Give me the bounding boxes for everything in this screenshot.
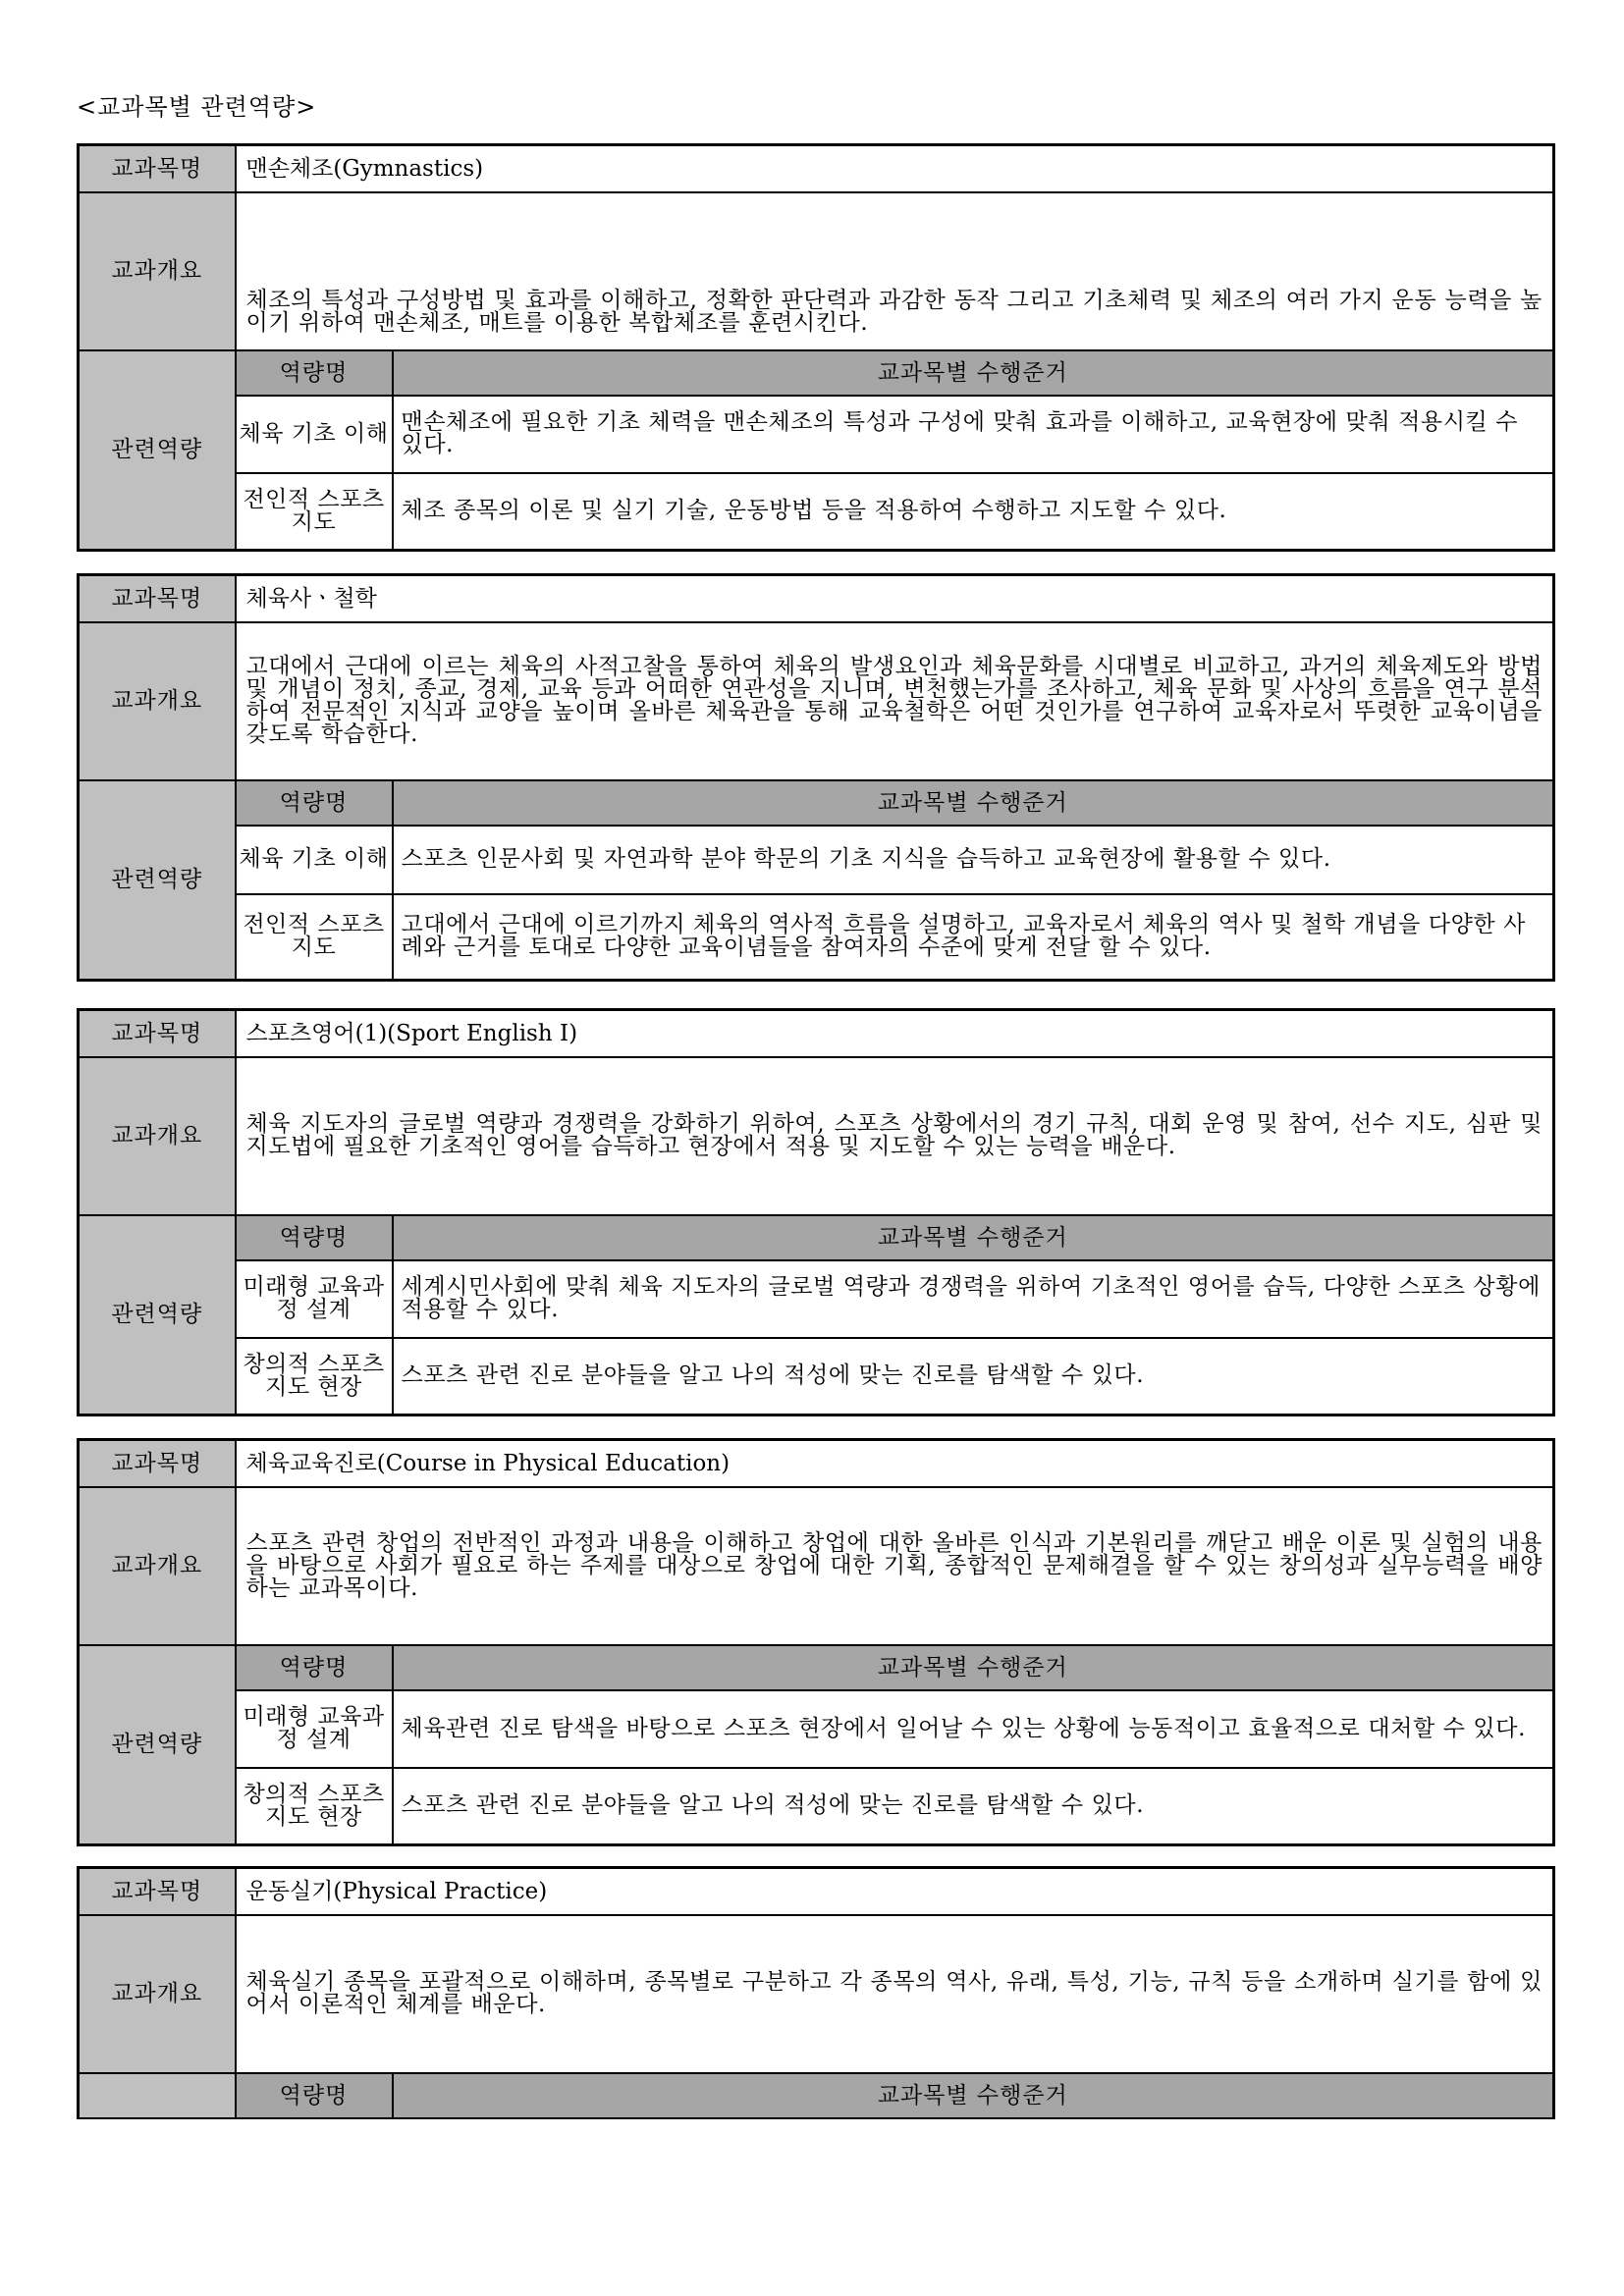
- overview-label: 교과개요: [79, 622, 236, 780]
- competency-name: 창의적 스포츠지도 현장: [236, 1338, 393, 1415]
- competency-name: 전인적 스포츠 지도: [236, 894, 393, 981]
- course-overview: 고대에서 근대에 이르는 체육의 사적고찰을 통하여 체육의 발생요인과 체육문화를 시대별로 비교하고, 과거의 체육제도와 방법 및 개념이 정치, 종교, 경제, 교육 등과 어떠한 연관성을 지니며, 변천했는가를 조사하고, 체육 문화 및 사상의 흐름을 연구 분석하여 전문적인 지식과 교양을 높이며 올바른 체육관을 통해 교육철학은 어떤 것인가를 연구하여 교육자로서 뚜렷한 교육이념을 갖도록 학습한다.: [236, 622, 1554, 780]
- competency-name: 창의적 스포츠지도 현장: [236, 1768, 393, 1845]
- criteria-header: 교과목별 수행준거: [393, 1645, 1554, 1690]
- course-table: [77, 1008, 1555, 1416]
- competency-name: 미래형 교육과정 설계: [236, 1260, 393, 1338]
- competency-criteria: 스포츠 관련 진로 분야들을 알고 나의 적성에 맞는 진로를 탐색할 수 있다.: [393, 1338, 1554, 1415]
- competency-criteria: 고대에서 근대에 이르기까지 체육의 역사적 흐름을 설명하고, 교육자로서 체육의 역사 및 철학 개념을 다양한 사례와 근거를 토대로 다양한 교육이념들을 참여자의 수준에 맞게 전달 할 수 있다.: [393, 894, 1554, 981]
- course-table: [77, 1866, 1555, 2119]
- course-name: 체육사ㆍ철학: [236, 575, 1554, 622]
- course-table: [77, 573, 1555, 982]
- competency-name: 체육 기초 이해: [236, 396, 393, 473]
- competency-criteria: 세계시민사회에 맞춰 체육 지도자의 글로벌 역량과 경쟁력을 위하여 기초적인 영어를 습득, 다양한 스포츠 상황에 적용할 수 있다.: [393, 1260, 1554, 1338]
- competency-name-header: 역량명: [236, 2073, 393, 2118]
- course-name: 체육교육진로(Course in Physical Education): [236, 1440, 1554, 1487]
- overview-label: 교과개요: [79, 1915, 236, 2073]
- competency-criteria: 스포츠 관련 진로 분야들을 알고 나의 적성에 맞는 진로를 탐색할 수 있다.: [393, 1768, 1554, 1845]
- overview-label: 교과개요: [79, 1057, 236, 1215]
- course-name: 맨손체조(Gymnastics): [236, 145, 1554, 192]
- competency-label: 관련역량: [79, 350, 236, 551]
- competency-label-continued: [79, 2073, 236, 2118]
- course-overview: 체육 지도자의 글로벌 역량과 경쟁력을 강화하기 위하여, 스포츠 상황에서의 경기 규칙, 대회 운영 및 참여, 선수 지도, 심판 및 지도법에 필요한 기초적인 영어를 습득하고 현장에서 적용 및 지도할 수 있는 능력을 배운다.: [236, 1057, 1554, 1215]
- course-overview: 체육실기 종목을 포괄적으로 이해하며, 종목별로 구분하고 각 종목의 역사, 유래, 특성, 기능, 규칙 등을 소개하며 실기를 함에 있어서 이론적인 체계를 배운다.: [236, 1915, 1554, 2073]
- course-name-label: 교과목명: [79, 1010, 236, 1057]
- competency-criteria: 스포츠 인문사회 및 자연과학 분야 학문의 기초 지식을 습득하고 교육현장에 활용할 수 있다.: [393, 826, 1554, 894]
- competency-name: 미래형 교육과정 설계: [236, 1690, 393, 1768]
- course-name-label: 교과목명: [79, 1440, 236, 1487]
- competency-label: 관련역량: [79, 1215, 236, 1415]
- course-name: 운동실기(Physical Practice): [236, 1868, 1554, 1915]
- competency-name-header: 역량명: [236, 1645, 393, 1690]
- overview-label: 교과개요: [79, 1487, 236, 1645]
- criteria-header: 교과목별 수행준거: [393, 1215, 1554, 1260]
- criteria-header: 교과목별 수행준거: [393, 780, 1554, 826]
- competency-label: 관련역량: [79, 780, 236, 981]
- course-name-label: 교과목명: [79, 575, 236, 622]
- competency-name: 체육 기초 이해: [236, 826, 393, 894]
- competency-name-header: 역량명: [236, 1215, 393, 1260]
- document-title: <교과목별 관련역량>: [77, 93, 317, 121]
- criteria-header: 교과목별 수행준거: [393, 2073, 1554, 2118]
- competency-criteria: 체육관련 진로 탐색을 바탕으로 스포츠 현장에서 일어날 수 있는 상황에 능동적이고 효율적으로 대처할 수 있다.: [393, 1690, 1554, 1768]
- course-name-label: 교과목명: [79, 145, 236, 192]
- competency-criteria: 체조 종목의 이론 및 실기 기술, 운동방법 등을 적용하여 수행하고 지도할 수 있다.: [393, 473, 1554, 551]
- competency-criteria: 맨손체조에 필요한 기초 체력을 맨손체조의 특성과 구성에 맞춰 효과를 이해하고, 교육현장에 맞춰 적용시킬 수 있다.: [393, 396, 1554, 473]
- competency-name-header: 역량명: [236, 350, 393, 396]
- course-overview: 체조의 특성과 구성방법 및 효과를 이해하고, 정확한 판단력과 과감한 동작 그리고 기초체력 및 체조의 여러 가지 운동 능력을 높이기 위하여 맨손체조, 매트를 이용한 복합체조를 훈련시킨다.: [236, 192, 1554, 350]
- competency-name: 전인적 스포츠 지도: [236, 473, 393, 551]
- competency-label: 관련역량: [79, 1645, 236, 1845]
- competency-name-header: 역량명: [236, 780, 393, 826]
- overview-label: 교과개요: [79, 192, 236, 350]
- course-overview: 스포츠 관련 창업의 전반적인 과정과 내용을 이해하고 창업에 대한 올바른 인식과 기본원리를 깨닫고 배운 이론 및 실험의 내용을 바탕으로 사회가 필요로 하는 주제를 대상으로 창업에 대한 기획, 종합적인 문제해결을 할 수 있는 창의성과 실무능력을 배양하는 교과목이다.: [236, 1487, 1554, 1645]
- course-table: [77, 1438, 1555, 1846]
- course-name-label: 교과목명: [79, 1868, 236, 1915]
- course-table: [77, 143, 1555, 552]
- course-name: 스포츠영어(1)(Sport English Ⅰ): [236, 1010, 1554, 1057]
- criteria-header: 교과목별 수행준거: [393, 350, 1554, 396]
